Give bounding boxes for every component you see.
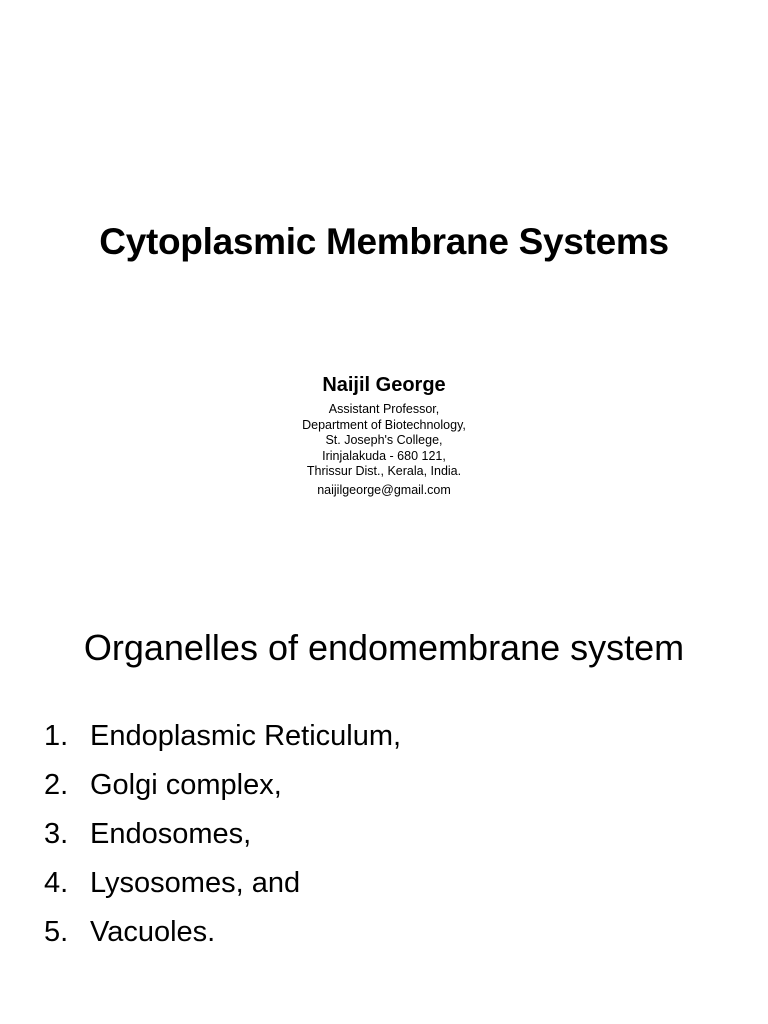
author-block	[0, 372, 768, 498]
author-region: Thrissur Dist., Kerala, India.	[306, 464, 462, 478]
author-department: Department of Biotechnology,	[302, 417, 466, 432]
list-item-text: Endosomes,	[90, 818, 252, 850]
slide-title: Organelles of endomembrane system	[83, 627, 685, 668]
organelle-list	[44, 712, 401, 957]
list-item	[44, 810, 401, 859]
presentation-title: Cytoplasmic Membrane Systems	[99, 221, 669, 262]
list-item	[44, 712, 401, 761]
organelles-slide	[0, 580, 768, 1024]
list-item	[44, 859, 401, 908]
list-item-number: 1.	[44, 720, 69, 752]
list-item	[44, 761, 401, 810]
list-item-number: 5.	[44, 916, 69, 948]
list-item-number: 4.	[44, 867, 69, 899]
list-item	[44, 908, 401, 957]
list-item-text: Endoplasmic Reticulum,	[90, 720, 402, 752]
list-item-text: Lysosomes, and	[90, 867, 301, 899]
author-position: Assistant Professor,	[328, 402, 440, 416]
list-item-text: Vacuoles.	[90, 916, 216, 948]
list-item-number: 2.	[44, 769, 69, 801]
author-email: naijilgeorge@gmail.com	[317, 482, 451, 497]
list-item-number: 3.	[44, 818, 69, 850]
author-name: Naijil George	[322, 374, 446, 396]
list-item-text: Golgi complex,	[90, 769, 282, 801]
author-college: St. Joseph's College,	[325, 433, 443, 447]
author-city: Irinjalakuda - 680 121,	[322, 448, 446, 463]
